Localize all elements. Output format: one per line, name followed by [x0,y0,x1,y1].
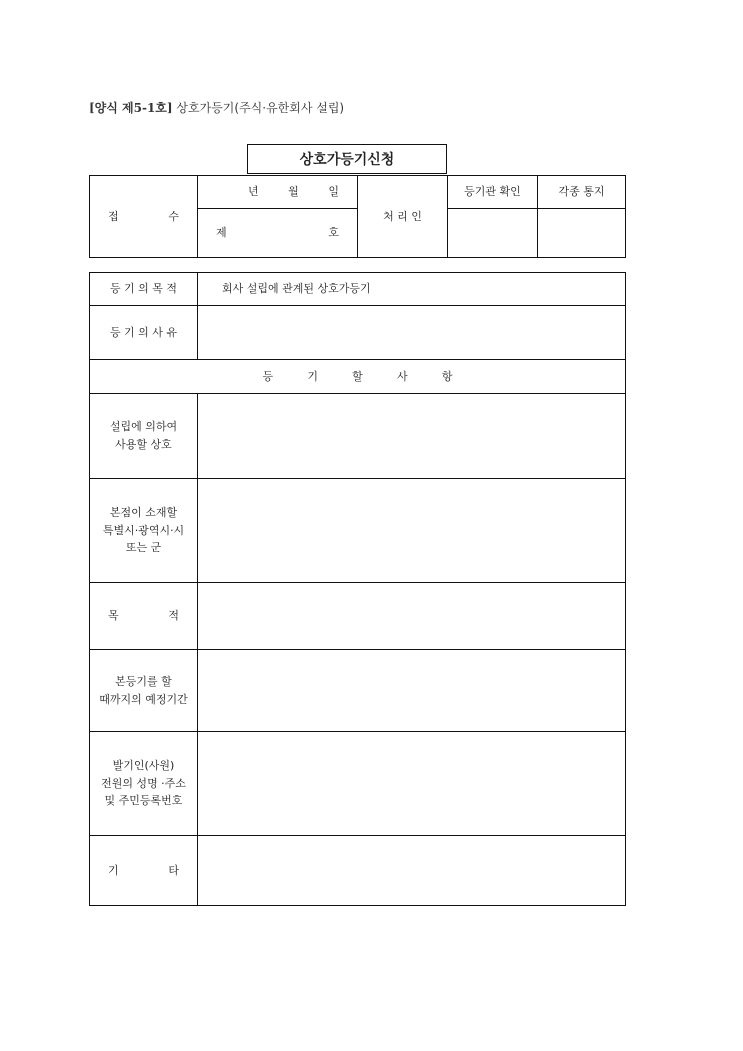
receipt-label [90,176,197,257]
objective-label [90,583,197,649]
receipt-label-char: 수 [168,209,179,223]
objective-label-char: 목 [108,609,119,623]
cause-value[interactable] [198,306,625,359]
purpose-value[interactable]: 회사 설립에 관계된 상호가등기 [222,282,371,296]
form-title: 상호가등기신청 [247,144,447,174]
notifications-label: 각종 통지 [558,185,605,199]
processor-label: 처 리 인 [383,209,422,223]
number-prefix: 제 [216,226,227,240]
head-office-label: 본점이 소재할 특별시·광역시·시 또는 군 [102,506,185,555]
cause-label: 등 기 의 사 유 [109,325,178,339]
form-caption: 상호가등기(주식·유한회사 설립) [176,101,345,115]
form-number: [양식 제5-1호] [89,101,173,115]
other-value[interactable] [198,836,625,905]
expected-period-label: 본등기를 할 때까지의 예정기간 [99,674,188,706]
receipt-date[interactable] [198,176,357,208]
form-header [89,99,344,116]
receipt-label-char: 접 [108,209,119,223]
date-day: 일 [328,185,339,199]
head-office-value[interactable] [198,479,625,582]
promoters-value[interactable] [198,732,625,835]
notifications-field[interactable] [538,209,625,257]
date-month: 월 [288,185,299,199]
number-suffix: 호 [328,226,339,240]
section-char: 할 [352,369,363,383]
trade-name-label: 설립에 의하여 사용할 상호 [109,420,178,451]
receipt-number[interactable] [198,209,357,257]
section-char: 등 [262,369,274,383]
promoters-label: 발기인(사원) 전원의 성명 ·주소 및 주민등록번호 [101,759,186,808]
section-char: 항 [441,369,453,383]
other-label-char: 기 [108,863,119,877]
registry-confirm-label: 등기관 확인 [464,185,521,199]
objective-label-char: 적 [168,609,179,623]
purpose-label: 등 기 의 목 적 [109,282,178,296]
registry-confirm-field[interactable] [448,209,537,257]
objective-value[interactable] [198,583,625,649]
expected-period-value[interactable] [198,650,625,731]
other-label [90,836,197,905]
trade-name-value[interactable] [198,394,625,478]
date-year: 년 [248,185,259,199]
section-char: 사 [396,369,408,383]
section-char: 기 [307,369,318,383]
section-header [90,360,625,393]
other-label-char: 타 [168,863,179,877]
